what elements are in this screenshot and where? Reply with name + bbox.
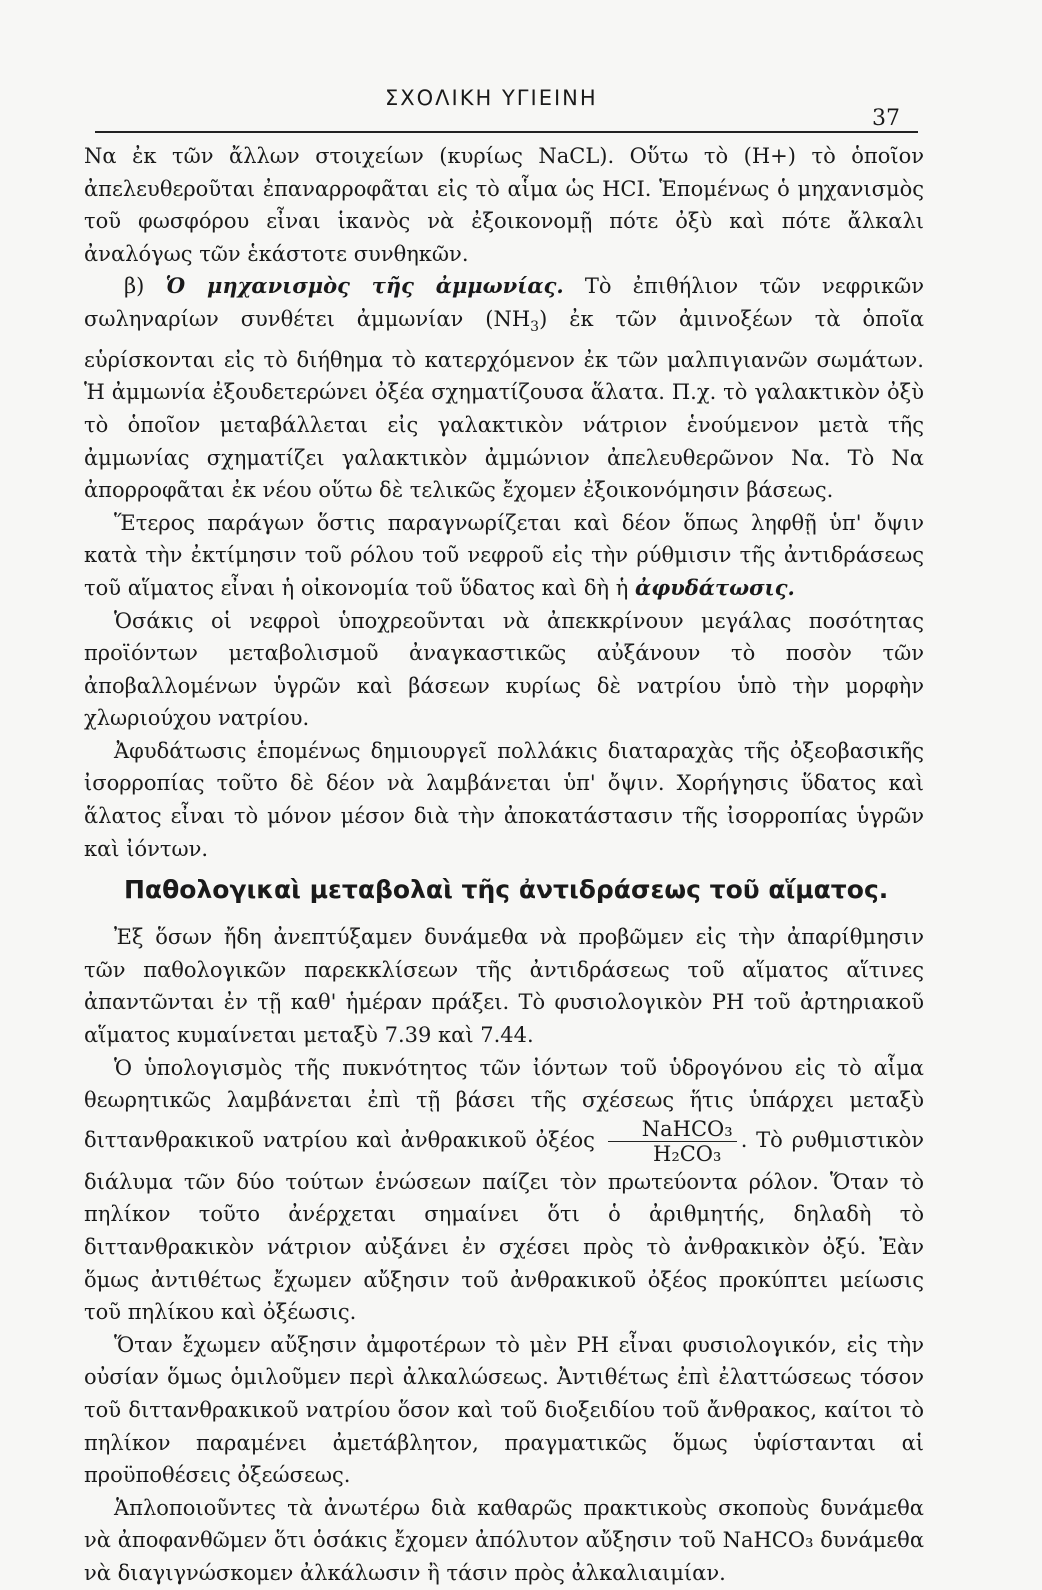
section-title-ammonia: Ὁ μηχανισμὸς τῆς ἀμμωνίας.	[165, 273, 564, 299]
subscript: 3	[530, 319, 540, 336]
paragraph-pathological-deviations: Ἐξ ὅσων ἤδη ἀνεπτύξαμεν δυνάμεθα νὰ προβῶμεν εἰς τὴν ἀπαρίθμησιν τῶν παθολογικῶν παρεκκλίσεων τῆς ἀντιδράσεως τοῦ αἵματος αἵτινες ἀπαντῶνται ἐν τῇ καθ' ἡμέραν πράξει. Τὸ φυσιολογικὸν PH τοῦ ἀρτηριακοῦ αἵματος κυμαίνεται μεταξὺ 7.39 καὶ 7.44.	[84, 925, 924, 1048]
paragraph-practical-summary: Ἁπλοποιοῦντες τὰ ἀνωτέρω διὰ καθαρῶς πρακτικοὺς σκοποὺς δυνάμεθα νὰ ἀποφανθῶμεν ὅτι ὁσάκις ἔχομεν ἀπόλυτον αὔξησιν τοῦ NaHCO₃ δυνάμεθα νὰ διαγιγνώσκομεν ἀλκάλωσιν ἢ τάσιν πρὸς ἀλκαλιαιμίαν.	[84, 1495, 924, 1585]
running-header-title: ΣΧΟΛΙΚΗ ΥΓΙΕΙΝΗ	[385, 86, 598, 110]
paragraph-alkalosis: Ὅταν ἔχωμεν αὔξησιν ἀμφοτέρων τὸ μὲν PH εἶναι φυσιολογικόν, εἰς τὴν οὐσίαν ὅμως ὁμιλοῦμεν περὶ ἀλκαλώσεως. Ἀντιθέτως ἐπὶ ἐλαττώσεως τόσον τοῦ διττανθρακικοῦ νατρίου ὅσον καὶ τοῦ διοξειδίου τοῦ ἄνθρακος, καίτοι τὸ πηλίκον παραμένει ἀμετάβλητον, πραγματικῶς ὅμως ὑφίστανται αἱ προϋποθέσεις ὀξεώσεως.	[84, 1332, 924, 1488]
paragraph-dehydration-effects: Ἀφυδάτωσις ἑπομένως δημιουργεῖ πολλάκις διαταραχὰς τῆς ὀξεοβασικῆς ἰσορροπίας τοῦτο δὲ δέον νὰ λαμβάνεται ὑπ' ὄψιν. Χορήγησις ὕδατος καὶ ἅλατος εἶναι τὸ μόνον μέσον διὰ τὴν ἀποκατάστασιν τῆς ἰσορροπίας ὑγρῶν καὶ ἰόντων.	[84, 738, 924, 861]
paragraph-hydrogen-ion-calculation	[84, 1052, 924, 1329]
fraction-denominator: H₂CO₃	[653, 1141, 722, 1166]
paragraph-kidney-excretion: Ὁσάκις οἱ νεφροὶ ὑποχρεοῦνται νὰ ἀπεκκρίνουν μεγάλας ποσότητας προϊόντων μεταβολισμοῦ ἀναγκαστικῶς αὐξάνουν τὸ ποσὸν τῶν ἀποβαλλομένων ὑγρῶν καὶ βάσεων κυρίως δὲ νατρίου ὑπὸ τὴν μορφὴν χλωριούχου νατρίου.	[84, 608, 924, 731]
page-body	[84, 140, 924, 1590]
paragraph-text: . Τὸ ρυθμιστικὸν διάλυμα τῶν δύο τούτων ἑνώσεων παίζει τὸν πρωτεύοντα ρόλον. Ὅταν τὸ πηλίκον τοῦτο ἀνέρχεται σημαίνει ὅτι ὁ ἀριθμητής, δηλαδὴ τὸ διττανθρακικὸν νάτριον αὐξάνει ἐν σχέσει πρὸς τὸ ἀνθρακικὸν ὀξύ. Ἐὰν ὅμως ἀντιθέτως ἔχωμεν αὔξησιν τοῦ ἀνθρακικοῦ ὀξέος προκύπτει μείωσις τοῦ πηλίκου καὶ ὀξέωσις.	[84, 1127, 924, 1325]
paragraph-text: Ὁ ὑπολογισμὸς τῆς πυκνότητος τῶν ἰόντων τοῦ ὑδρογόνου εἰς τὸ αἷμα θεωρητικῶς λαμβάνεται ἐπὶ τῇ βάσει τῆς σχέσεως ἥτις ὑπάρχει μεταξὺ διττανθρακικοῦ νατρίου καὶ ἀνθρακικοῦ ὀξέος	[84, 1055, 924, 1152]
page-number: 37	[872, 106, 900, 131]
paragraph-phosphorus-end: Να ἐκ τῶν ἄλλων στοιχείων (κυρίως NaCL). Οὕτω τὸ (H+) τὸ ὁποῖον ἀπελευθεροῦται ἐπαναρροφᾶται εἰς τὸ αἷμα ὡς HCI. Ἑπομένως ὁ μηχανισμὸς τοῦ φωσφόρου εἶναι ἱκανὸς νὰ ἐξοικονομῇ πότε ὀξὺ καὶ πότε ἄλκαλι ἀναλόγως τῶν ἑκάστοτε συνθηκῶν.	[84, 144, 924, 266]
paragraph-text: ) ἐκ τῶν ἀμινοξέων τὰ ὁποῖα εὑρίσκονται εἰς τὸ διήθημα τὸ κατερχόμενον ἐκ τῶν μαλπιγιανῶν σωμάτων. Ἡ ἀμμωνία ἐξουδετερώνει ὀξέα σχηματίζουσα ἅλατα. Π.χ. τὸ γαλακτικὸν ὀξὺ τὸ ὁποῖον μεταβάλλεται εἰς γαλακτικὸν νάτριον ἑνούμενον μετὰ τῆς ἀμμωνίας σχηματίζει γαλακτικὸν ἀμμώνιον ἀπελευθερῶνον Να. Τὸ Να ἀπορροφᾶται ἐκ νέου οὕτω δὲ τελικῶς ἔχομεν ἐξοικονόμησιν βάσεως.	[84, 306, 924, 503]
paragraph-dehydration-factor	[84, 507, 924, 605]
fraction-numerator: NaHCO₃	[608, 1117, 737, 1142]
bicarbonate-ratio-fraction	[608, 1117, 737, 1166]
section-heading: Παθολογικαὶ μεταβολαὶ τῆς ἀντιδράσεως τοῦ αἵματος.	[124, 875, 889, 905]
header-rule	[95, 131, 918, 133]
paragraph-text: Τὸ ἐπιθήλιον τῶν νεφρικῶν σωληναρίων συνθέτει ἀμμωνίαν (NH	[84, 274, 924, 331]
term-dehydration: ἀφυδάτωσις.	[635, 574, 795, 600]
section-label: β)	[124, 274, 145, 299]
paragraph-text: Ἕτερος παράγων ὅστις παραγνωρίζεται καὶ δέον ὅπως ληφθῇ ὑπ' ὄψιν κατὰ τὴν ἐκτίμησιν τοῦ ρόλου τοῦ νεφροῦ εἰς τὴν ρύθμισιν τῆς ἀντιδράσεως τοῦ αἵματος εἶναι ἡ οἰκονομία τοῦ ὕδατος καὶ δὴ ἡ	[84, 510, 924, 600]
paragraph-ammonia-mechanism	[84, 270, 924, 506]
